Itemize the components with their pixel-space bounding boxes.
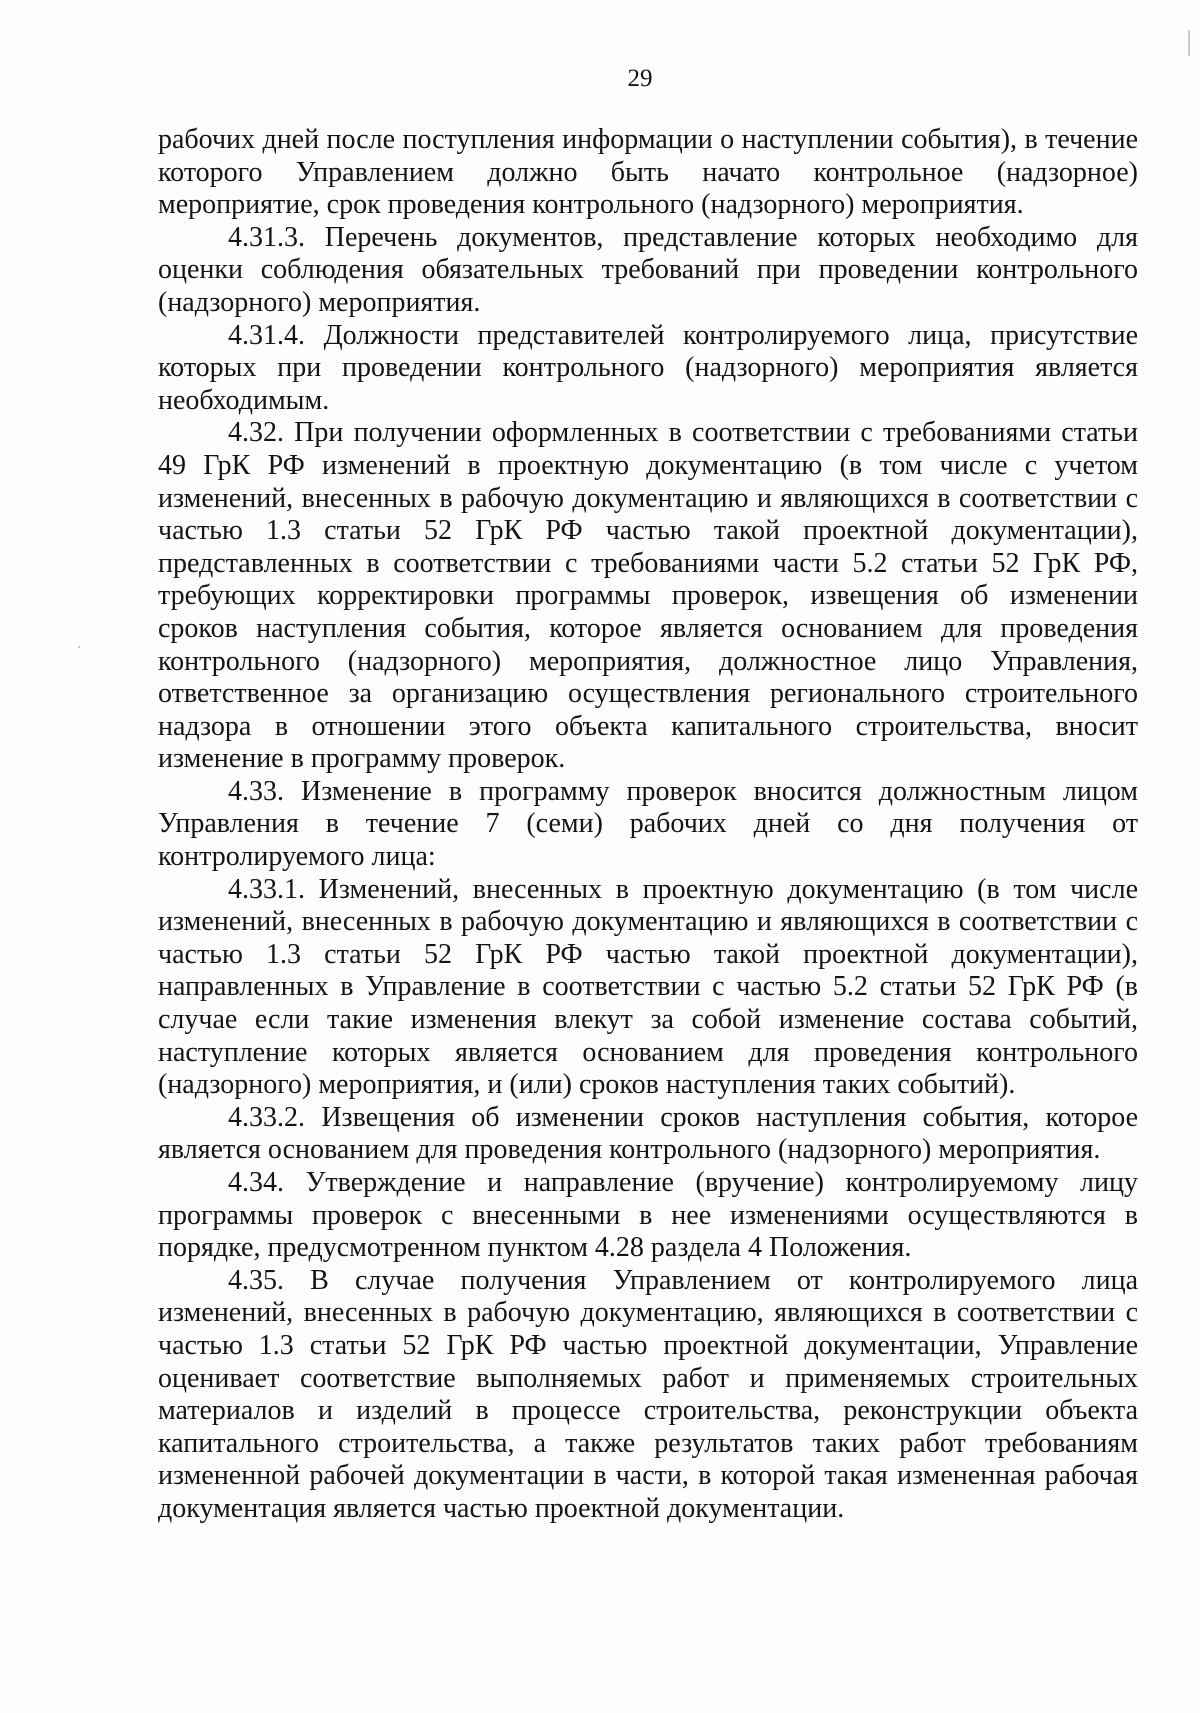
paragraph-continuation: рабочих дней после поступления информации о наступлении события), в течение которого Управлением должно быть начато контрольное (надзорное) мероприятие, срок проведения контрольного (надзорного) мероприятия. [158,124,1138,221]
paragraph-4-33: 4.33. Изменение в программу проверок вносится должностным лицом Управления в течение 7 (семи) рабочих дней со дня получения от контролируемого лица: [158,775,1138,873]
paragraph-4-31-3: 4.31.3. Перечень документов, представление которых необходимо для оценки соблюдения обязательных требований при проведении контрольного (надзорного) мероприятия. [158,221,1138,318]
scan-artifact-mark [1188,30,1190,56]
paragraph-4-31-4: 4.31.4. Должности представителей контролируемого лица, присутствие которых при проведении контрольного (надзорного) мероприятия является необходимым. [158,319,1138,416]
paragraph-4-33-2: 4.33.2. Извещения об изменении сроков наступления события, которое является основанием для проведения контрольного (надзорного) мероприятия. [158,1101,1138,1166]
scan-artifact-mark [78,646,80,648]
paragraph-4-35: 4.35. В случае получения Управлением от контролируемого лица изменений, внесенных в рабочую документацию, являющихся в соответствии с частью 1.3 статьи 52 ГрК РФ частью проектной документации, Управление оценивает соответствие выполняемых работ и применяемых строительных материалов и изделий в процессе строительства, реконструкции объекта капитального строительства, а также результатов таких работ требованиям измененной рабочей документации в части, в которой такая измененная рабочая документация является частью проектной документации. [158,1264,1138,1524]
document-body [158,124,1138,1526]
paragraph-4-33-1: 4.33.1. Изменений, внесенных в проектную документацию (в том числе изменений, внесенных в рабочую документацию и являющихся в соответствии с частью 1.3 статьи 52 ГрК РФ частью такой проектной документации), направленных в Управление в соответствии с частью 5.2 статьи 52 ГрК РФ (в случае если такие изменения влекут за собой изменение состава событий, наступление которых является основанием для проведения контрольного (надзорного) мероприятия, и (или) сроков наступления таких событий). [158,873,1138,1101]
page-number: 29 [627,65,653,92]
paragraph-4-32: 4.32. При получении оформленных в соответствии с требованиями статьи 49 ГрК РФ изменений в проектную документацию (в том числе с учетом изменений, внесенных в рабочую документацию и являющихся в соответствии с частью 1.3 статьи 52 ГрК РФ частью такой проектной документации), представленных в соответствии с требованиями части 5.2 статьи 52 ГрК РФ, требующих корректировки программы проверок, извещения об изменении сроков наступления события, которое является основанием для проведения контрольного (надзорного) мероприятия, должностное лицо Управления, ответственное за организацию осуществления регионального строительного надзора в отношении этого объекта капитального строительства, вносит изменение в программу проверок. [158,417,1138,775]
paragraph-4-34: 4.34. Утверждение и направление (вручение) контролируемому лицу программы проверок с внесенными в нее изменениями осуществляются в порядке, предусмотренном пунктом 4.28 раздела 4 Положения. [158,1167,1138,1264]
